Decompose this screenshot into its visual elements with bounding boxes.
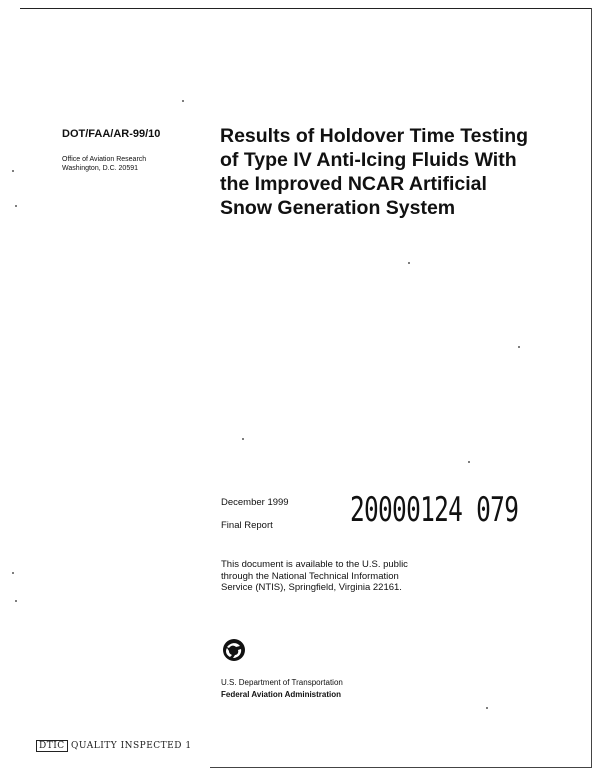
scan-speck <box>15 205 17 207</box>
accession-number: 20000124 079 <box>350 490 519 530</box>
availability-line-3: Service (NTIS), Springfield, Virginia 22161. <box>221 582 402 593</box>
scan-speck <box>242 438 244 440</box>
scan-speck <box>518 346 520 348</box>
availability-line-2: through the National Technical Information <box>221 570 399 582</box>
office-name: Office of Aviation Research <box>62 156 147 163</box>
page-border-bottom <box>210 767 592 768</box>
scan-speck <box>486 707 488 709</box>
dot-logo-icon <box>222 638 246 662</box>
office-city: Washington, D.C. 20591 <box>62 165 139 172</box>
report-date: December 1999 <box>221 497 289 508</box>
report-number: DOT/FAA/AR-99/10 <box>62 128 161 140</box>
scan-speck <box>12 170 14 172</box>
department-name: U.S. Department of Transportation <box>221 678 343 687</box>
stamp-dtic: DTIC <box>36 740 68 752</box>
administration-name: Federal Aviation Administration <box>221 690 342 699</box>
report-title <box>220 124 560 220</box>
scan-speck <box>15 600 17 602</box>
stamp-text: QUALITY INSPECTED 1 <box>71 741 192 751</box>
availability-line-1: This document is available to the U.S. public <box>221 559 408 570</box>
scan-speck <box>408 262 410 264</box>
page-border-top <box>20 8 592 9</box>
title-line-1: Results of Holdover Time Testing <box>220 125 529 147</box>
quality-inspected-stamp <box>36 741 192 751</box>
availability-statement <box>221 559 408 594</box>
scan-speck <box>468 461 470 463</box>
office-address <box>62 155 146 173</box>
document-type: Final Report <box>221 520 273 531</box>
scan-speck <box>12 572 14 574</box>
title-line-3: the Improved NCAR Artificial <box>220 173 487 195</box>
title-line-4: Snow Generation System <box>220 197 456 219</box>
scan-speck <box>182 100 184 102</box>
title-line-2: of Type IV Anti-Icing Fluids With <box>220 149 517 171</box>
page-border-right <box>591 8 592 768</box>
